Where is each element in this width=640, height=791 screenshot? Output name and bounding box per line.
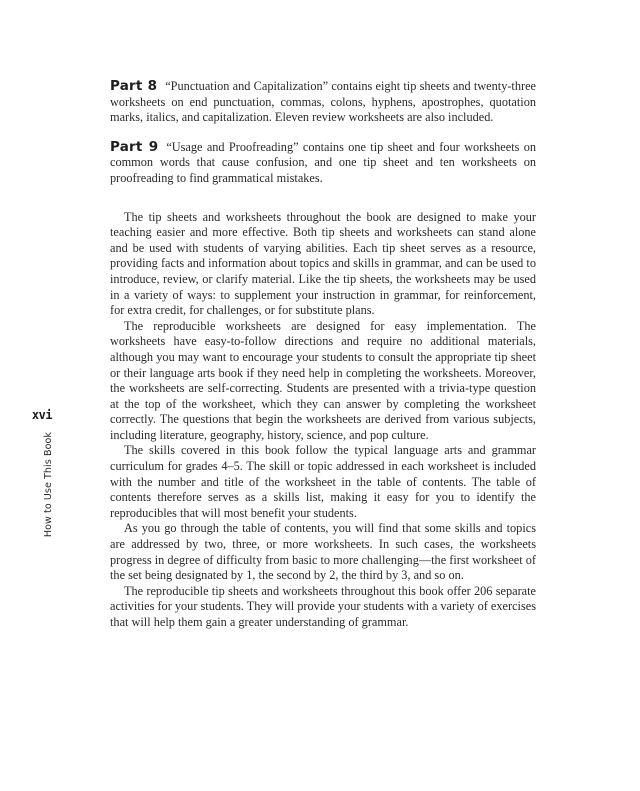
part-9-label: Part 9 [110, 138, 159, 155]
paragraph-table-of-contents: As you go through the table of contents, you will find that some skills and topics are addressed by two, three, or more worksheets. In such cases, the worksheets progress in degree of difficulty from basic to more challenging—the first worksheet of the set being designated by 1, the second by 2, the third by 3, and so on. [110, 521, 536, 583]
page-number: xvi [31, 408, 53, 422]
paragraph-tip-sheets: The tip sheets and worksheets throughout the book are designed to make your teaching easier and more effective. Both tip sheets and worksheets can stand alone and be used with students of varying abilities. Each tip sheet serves as a resource, providing facts and information about topics and skills in grammar, and can be used to introduce, review, or clarify material. Like the tip sheets, the worksheets may be used in a variety of ways: to supplement your instruction in grammar, for reinforcement, for extra credit, for challenges, or for substitute plans. [110, 209, 536, 318]
running-head: How to Use This Book [43, 432, 54, 538]
body-text [110, 210, 536, 631]
page-content [110, 79, 536, 631]
part-9-text: “Usage and Proofreading” contains one tip sheet and four worksheets on common words that cause confusion, and one tip sheet and ten worksheets on proofreading to find grammatical mistakes. [110, 139, 537, 185]
part-9-description [110, 140, 536, 187]
paragraph-skills-covered: The skills covered in this book follow the typical language arts and grammar curriculum for grades 4–5. The skill or topic addressed in each worksheet is included with the number and title of the worksheet in the table of contents. The table of contents therefore serves as a skills list, making it easy for you to identify the reproducibles that will most benefit your students. [110, 443, 536, 520]
paragraph-reproducible-worksheets: The reproducible worksheets are designed for easy implementation. The worksheets have easy-to-follow directions and require no additional materials, although you may want to encourage your students to consult the appropriate tip sheet or their language arts book if they need help in completing the worksheets. Moreover, the worksheets are self-correcting. Students are presented with a trivia-type question at the top of the worksheet, which they can answer by completing the worksheet correctly. The questions that begin the worksheets are derived from various subjects, including literature, geography, history, science, and pop culture. [110, 318, 536, 442]
paragraph-activities-count: The reproducible tip sheets and worksheets throughout this book offer 206 separate activities for your students. They will provide your students with a variety of exercises that will help them gain a greater understanding of grammar. [110, 583, 536, 629]
part-8-label: Part 8 [110, 78, 158, 94]
part-8-text: “Punctuation and Capitalization” contains eight tip sheets and twenty-three worksheets on end punctuation, commas, colons, hyphens, apostrophes, quotation marks, italics, and capitalization. Eleven review worksheets are also included. [110, 79, 537, 125]
part-8-description [110, 79, 536, 126]
